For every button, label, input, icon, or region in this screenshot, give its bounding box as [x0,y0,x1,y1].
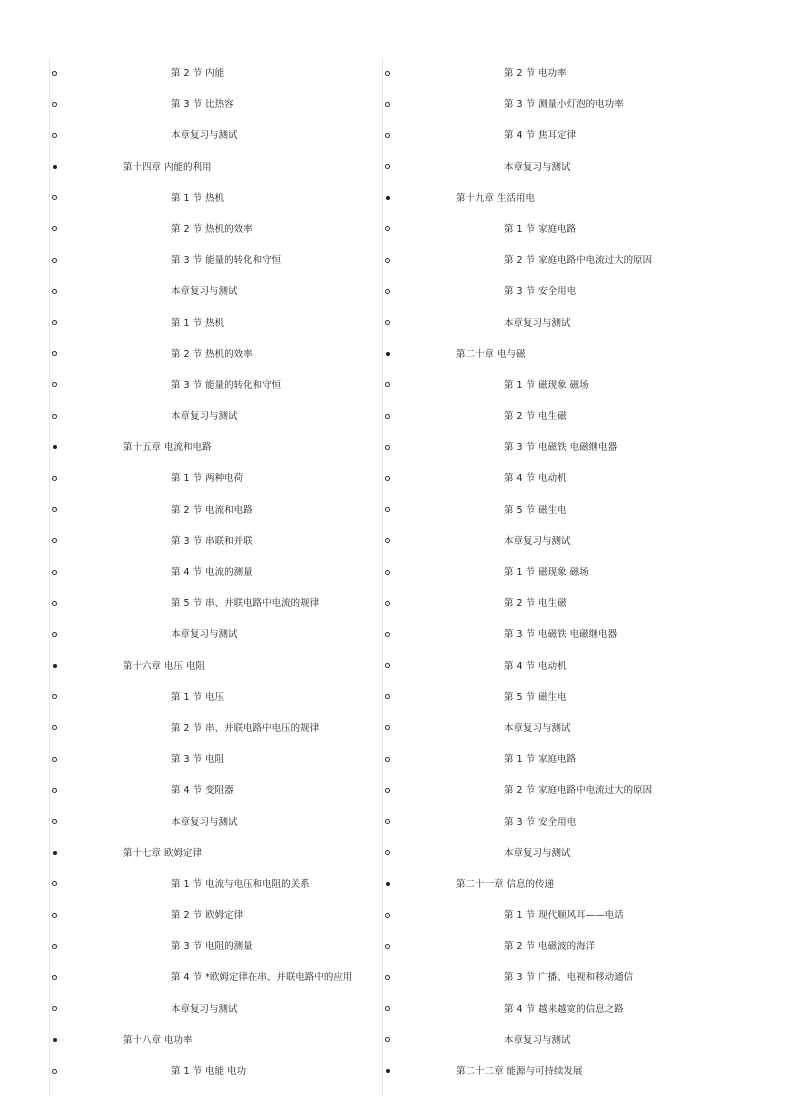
toc-section-left [48,214,428,245]
open-bullet-icon [52,414,57,419]
toc-section-right [381,807,781,838]
toc-entry-label: 第 4 节 电流的测量 [171,567,253,578]
toc-chapter-left [48,432,428,463]
open-bullet-icon [385,725,390,730]
toc-entry-label: 第 3 节 能量的转化和守恒 [171,255,282,267]
toc-section-right [381,838,781,869]
toc-entry-label: 本章复习与测试 [504,161,571,173]
toc-section-right [381,58,781,89]
toc-entry-label: 第 1 节 电能 电功 [171,1066,247,1077]
toc-section-left [48,89,428,120]
toc-section-left [48,370,428,401]
open-bullet-icon [52,102,57,107]
open-bullet-icon [385,226,390,231]
open-bullet-icon [52,289,57,294]
open-bullet-icon [385,258,390,263]
open-bullet-icon [52,226,57,231]
toc-entry-label: 本章复习与测试 [171,1003,238,1015]
toc-entry-label: 第 2 节 家庭电路中电流过大的原因 [504,255,653,267]
toc-entry-label: 第二十一章 信息的传递 [456,878,555,890]
toc-entry-label: 本章复习与测试 [504,535,571,547]
open-bullet-icon [385,788,390,793]
toc-section-left [48,276,428,307]
filled-bullet-icon [386,352,390,356]
toc-entry-label: 第二十二章 能源与可持续发展 [456,1066,583,1077]
toc-entry-label: 第 1 节 家庭电路 [504,223,577,235]
open-bullet-icon [52,788,57,793]
toc-section-left [48,931,428,962]
toc-entry-label: 第 1 节 热机 [171,317,225,329]
toc-entry-label: 第 2 节 串、并联电路中电压的规律 [171,722,320,734]
filled-bullet-icon [53,664,57,668]
filled-bullet-icon [386,196,390,200]
toc-section-left [48,713,428,744]
toc-entry-label: 第 3 节 电阻 [171,754,225,766]
toc-entry-label: 本章复习与测试 [171,130,238,142]
toc-entry-label: 第 1 节 现代顺风耳——电话 [504,910,624,922]
toc-entry-label: 本章复习与测试 [171,286,238,298]
toc-entry-label: 第 1 节 电压 [171,691,225,703]
toc-entry-label: 第十四章 内能的利用 [123,161,212,173]
toc-entry-label: 第十六章 电压 电阻 [123,660,206,672]
toc-chapter-left [48,152,428,183]
open-bullet-icon [52,320,57,325]
toc-right-column [381,58,781,1087]
open-bullet-icon [385,164,390,169]
toc-section-left [48,495,428,526]
toc-entry-label: 第 5 节 磁生电 [504,691,567,703]
toc-entry-label: 本章复习与测试 [504,847,571,859]
toc-entry-label: 第 2 节 电生磁 [504,411,567,423]
toc-section-right [381,432,781,463]
toc-entry-label: 第 2 节 电功率 [504,68,567,79]
open-bullet-icon [385,289,390,294]
toc-entry-label: 本章复习与测试 [504,1034,571,1046]
toc-entry-label: 第 2 节 内能 [171,68,225,79]
toc-entry-label: 第 2 节 热机的效率 [171,223,253,235]
open-bullet-icon [52,913,57,918]
toc-section-left [48,807,428,838]
toc-section-left [48,775,428,806]
toc-entry-label: 第 1 节 两种电荷 [171,473,244,485]
toc-entry-label: 第 2 节 电磁波的海洋 [504,941,596,953]
toc-section-left [48,682,428,713]
toc-entry-label: 第 3 节 安全用电 [504,816,577,828]
toc-section-left [48,619,428,650]
toc-section-left [48,245,428,276]
toc-entry-label: 第 2 节 欧姆定律 [171,910,244,922]
toc-entry-label: 第 1 节 电流与电压和电阻的关系 [171,878,310,890]
toc-left-column [48,58,428,1087]
filled-bullet-icon [53,851,57,855]
toc-entry-label: 第 3 节 电磁铁 电磁继电器 [504,442,618,454]
open-bullet-icon [385,850,390,855]
open-bullet-icon [385,320,390,325]
toc-section-left [48,120,428,151]
toc-section-right [381,962,781,993]
open-bullet-icon [52,819,57,824]
filled-bullet-icon [386,882,390,886]
toc-section-left [48,1056,428,1087]
open-bullet-icon [52,476,57,481]
toc-entry-label: 第 2 节 电流和电路 [171,504,253,516]
toc-section-left [48,401,428,432]
toc-entry-label: 第 4 节 *欧姆定律在串、并联电路中的应用 [171,972,353,984]
toc-entry-label: 第 4 节 变阻器 [171,785,234,797]
toc-entry-label: 第十五章 电流和电路 [123,442,212,454]
toc-entry-label: 第 5 节 串、并联电路中电流的规律 [171,598,320,610]
toc-section-left [48,994,428,1025]
open-bullet-icon [385,71,390,76]
toc-section-left [48,557,428,588]
toc-section-right [381,276,781,307]
open-bullet-icon [52,570,57,575]
toc-entry-label: 本章复习与测试 [171,629,238,641]
toc-section-right [381,994,781,1025]
toc-entry-label: 第 3 节 比热容 [171,99,234,111]
open-bullet-icon [52,757,57,762]
toc-section-right [381,931,781,962]
toc-entry-label: 第 2 节 家庭电路中电流过大的原因 [504,785,653,797]
toc-section-left [48,869,428,900]
toc-section-right [381,775,781,806]
toc-section-right [381,526,781,557]
toc-entry-label: 第 3 节 安全用电 [504,286,577,298]
open-bullet-icon [52,195,57,200]
toc-section-left [48,339,428,370]
toc-entry-label: 第 4 节 电动机 [504,473,567,485]
open-bullet-icon [385,663,390,668]
toc-section-left [48,900,428,931]
open-bullet-icon [385,913,390,918]
toc-entry-label: 第 3 节 广播、电视和移动通信 [504,972,634,984]
toc-entry-label: 本章复习与测试 [171,411,238,423]
open-bullet-icon [52,1006,57,1011]
open-bullet-icon [385,694,390,699]
open-bullet-icon [385,1006,390,1011]
toc-section-right [381,401,781,432]
open-bullet-icon [385,133,390,138]
toc-section-left [48,526,428,557]
toc-entry-label: 第 4 节 越来越宽的信息之路 [504,1003,624,1015]
toc-entry-label: 第 1 节 家庭电路 [504,754,577,766]
toc-entry-label: 第 3 节 电磁铁 电磁继电器 [504,629,618,641]
open-bullet-icon [385,1037,390,1042]
filled-bullet-icon [53,1038,57,1042]
open-bullet-icon [52,975,57,980]
toc-section-right [381,557,781,588]
open-bullet-icon [52,133,57,138]
toc-section-left [48,744,428,775]
open-bullet-icon [385,102,390,107]
toc-entry-label: 第 1 节 磁现象 磁场 [504,567,589,578]
open-bullet-icon [52,507,57,512]
open-bullet-icon [385,757,390,762]
toc-section-right [381,713,781,744]
toc-section-right [381,744,781,775]
toc-section-right [381,120,781,151]
toc-entry-label: 本章复习与测试 [171,816,238,828]
toc-entry-label: 第十七章 欧姆定律 [123,847,203,859]
open-bullet-icon [52,1069,57,1074]
toc-entry-label: 第二十章 电与磁 [456,348,526,360]
open-bullet-icon [52,71,57,76]
filled-bullet-icon [53,165,57,169]
toc-section-right [381,619,781,650]
toc-section-right [381,495,781,526]
open-bullet-icon [52,538,57,543]
toc-entry-label: 第 4 节 焦耳定律 [504,130,577,142]
toc-section-left [48,183,428,214]
toc-entry-label: 第 2 节 热机的效率 [171,348,253,360]
open-bullet-icon [385,445,390,450]
toc-section-right [381,900,781,931]
toc-chapter-left [48,1025,428,1056]
toc-entry-label: 第 5 节 磁生电 [504,504,567,516]
open-bullet-icon [385,414,390,419]
toc-chapter-right [381,339,781,370]
toc-entry-label: 第 3 节 测量小灯泡的电功率 [504,99,624,111]
toc-section-right [381,588,781,619]
toc-section-left [48,58,428,89]
toc-entry-label: 第 1 节 热机 [171,192,225,204]
open-bullet-icon [385,476,390,481]
toc-section-right [381,245,781,276]
toc-chapter-left [48,651,428,682]
toc-section-right [381,651,781,682]
toc-entry-label: 第十九章 生活用电 [456,192,536,204]
open-bullet-icon [52,632,57,637]
toc-section-right [381,89,781,120]
toc-section-right [381,214,781,245]
toc-chapter-right [381,183,781,214]
open-bullet-icon [385,632,390,637]
open-bullet-icon [52,694,57,699]
toc-section-right [381,682,781,713]
open-bullet-icon [52,351,57,356]
toc-section-left [48,308,428,339]
toc-section-right [381,370,781,401]
toc-section-left [48,463,428,494]
open-bullet-icon [385,507,390,512]
filled-bullet-icon [386,1069,390,1073]
toc-entry-label: 第 2 节 电生磁 [504,598,567,610]
toc-entry-label: 第 3 节 能量的转化和守恒 [171,379,282,391]
toc-section-right [381,1025,781,1056]
toc-entry-label: 第 3 节 电阻的测量 [171,941,253,953]
open-bullet-icon [385,570,390,575]
open-bullet-icon [385,944,390,949]
toc-chapter-right [381,1056,781,1087]
toc-entry-label: 本章复习与测试 [504,722,571,734]
toc-chapter-right [381,869,781,900]
toc-entry-label: 第十八章 电功率 [123,1034,193,1046]
toc-chapter-left [48,838,428,869]
open-bullet-icon [52,881,57,886]
open-bullet-icon [52,382,57,387]
open-bullet-icon [385,538,390,543]
open-bullet-icon [52,601,57,606]
open-bullet-icon [52,944,57,949]
toc-entry-label: 第 4 节 电动机 [504,660,567,672]
toc-section-right [381,463,781,494]
filled-bullet-icon [53,445,57,449]
toc-section-right [381,308,781,339]
open-bullet-icon [52,725,57,730]
open-bullet-icon [52,258,57,263]
open-bullet-icon [385,382,390,387]
toc-section-right [381,152,781,183]
toc-section-left [48,962,428,993]
open-bullet-icon [385,975,390,980]
toc-section-left [48,588,428,619]
open-bullet-icon [385,819,390,824]
toc-entry-label: 第 1 节 磁现象 磁场 [504,379,589,391]
toc-entry-label: 本章复习与测试 [504,317,571,329]
open-bullet-icon [385,601,390,606]
toc-entry-label: 第 3 节 串联和并联 [171,535,253,547]
